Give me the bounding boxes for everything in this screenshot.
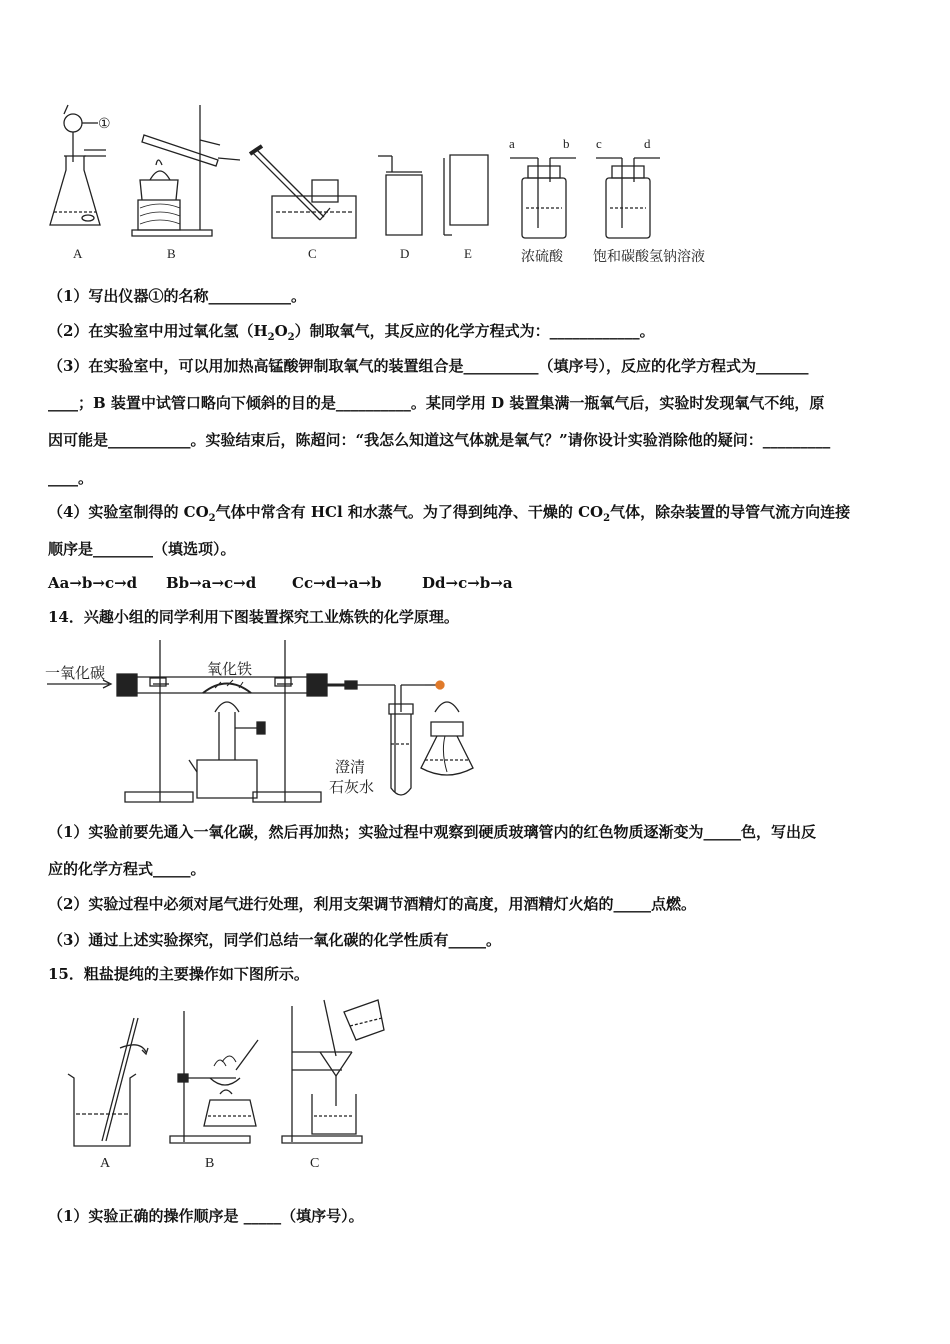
port-label-c: c [596, 136, 602, 151]
q15-part1: （1）实验正确的操作顺序是 _____（填序号）。 [48, 1207, 364, 1225]
q13-part3-line1: （3）在实验室中，可以用加热高锰酸钾制取氧气的装置组合是__________（填序号），反应的化学方程式为_______ [48, 357, 809, 375]
label-carbon-monoxide: 一氧化碳 [45, 664, 106, 682]
q14-part1-line2: 应的化学方程式_____。 [48, 860, 206, 878]
option-b: Bb→a→c→d [166, 574, 257, 592]
q13-options [48, 573, 513, 593]
q13-part4-line1: （4）实验室制得的 $CO_2$气体中常含有 HCl 和水蒸气。为了得到纯净、干燥的 $CO_2$气体，除杂装置的导管气流方向连接 [48, 503, 851, 524]
option-c: Cc→d→a→b [292, 574, 382, 592]
q14-part2: （2）实验过程中必须对尾气进行处理，利用支架调节酒精灯的高度，用酒精灯火焰的_____点燃。 [48, 895, 696, 913]
label-limewater-2: 石灰水 [329, 778, 375, 796]
salt-purification-drawing [60, 996, 400, 1176]
q14-part3: （3）通过上述实验探究，同学们总结一氧化碳的化学性质有_____。 [48, 931, 501, 949]
salt-label-c: C [310, 1156, 320, 1171]
iron-smelting-figure [45, 632, 485, 810]
apparatus-label-a: A [73, 246, 83, 261]
q13-part3-line3: 因可能是___________。实验结束后，陈超问：“我怎么知道这气体就是氧气？”请你设计实验消除他的疑问：_________ [48, 431, 831, 449]
label-iron-oxide: 氧化铁 [207, 660, 253, 678]
apparatus-label-d: D [400, 246, 410, 261]
caption-sulfuric-acid: 浓硫酸 [521, 249, 563, 265]
caption-sodium-bicarbonate: 饱和碳酸氢钠溶液 [593, 249, 705, 265]
apparatus-figure [40, 100, 720, 270]
q14-title: 14．兴趣小组的同学利用下图装置探究工业炼铁的化学原理。 [48, 608, 459, 626]
salt-label-b: B [205, 1156, 215, 1171]
iron-smelting-drawing [45, 632, 485, 810]
label-limewater-1: 澄清 [335, 758, 366, 776]
q13-part1: （1）写出仪器①的名称___________。 [48, 287, 306, 305]
port-label-b: b [563, 136, 570, 151]
q14-part1-line1: （1）实验前要先通入一氧化碳，然后再加热；实验过程中观察到硬质玻璃管内的红色物质逐渐变为_____色，写出反 [48, 823, 816, 841]
q15-title: 15．粗盐提纯的主要操作如下图所示。 [48, 965, 309, 983]
apparatus-drawing [40, 100, 720, 270]
port-label-d: d [644, 136, 651, 151]
port-label-a: a [509, 136, 515, 151]
option-d: Dd→c→b→a [422, 574, 513, 592]
apparatus-label-b: B [167, 246, 176, 261]
apparatus-label-e: E [464, 246, 472, 261]
q13-part3-line2: ____；B 装置中试管口略向下倾斜的目的是__________。某同学用 D 装置集满一瓶氧气后，实验时发现氧气不纯，原 [48, 394, 825, 412]
apparatus-label-c: C [308, 246, 317, 261]
q13-part3-line4: ____。 [48, 469, 94, 487]
salt-purification-figure [60, 996, 400, 1176]
q13-part2: （2）在实验室中用过氧化氢$(H_2O_2)$制取氧气，其反应的化学方程式为：____________。 [48, 322, 655, 343]
salt-label-a: A [100, 1156, 111, 1171]
q13-part4-line2: 顺序是________（填选项）。 [48, 540, 236, 558]
option-a: Aa→b→c→d [48, 574, 138, 592]
instrument-marker: ① [98, 117, 111, 132]
